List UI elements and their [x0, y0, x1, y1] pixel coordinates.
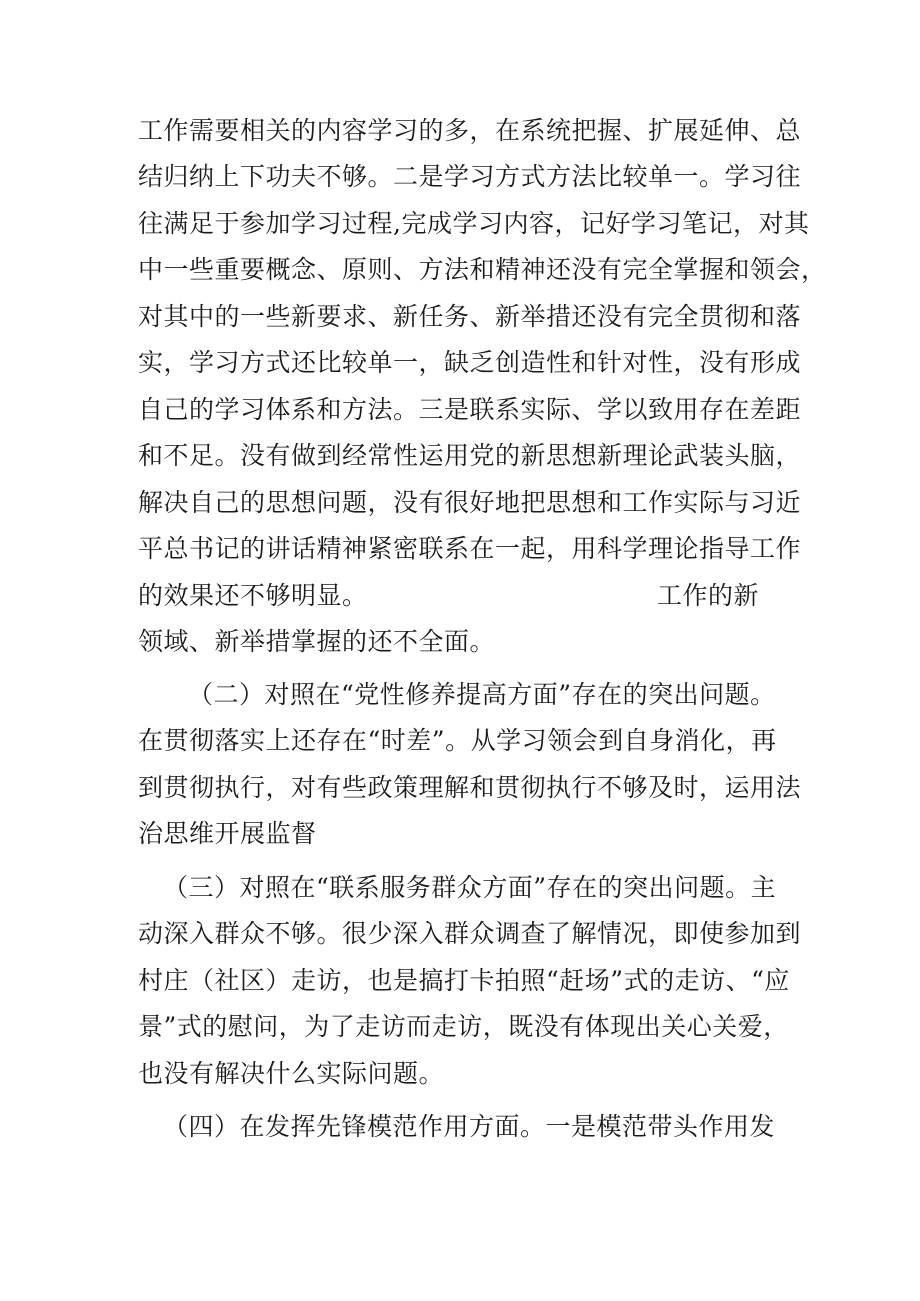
text-line: 治思维开展监督: [138, 819, 317, 848]
text-line: 实，学习方式还比较单一，缺乏创造性和针对性，没有形成: [138, 348, 802, 377]
text-line: 工作的新: [657, 581, 760, 610]
text-line: 结归纳上下功夫不够。二是学习方式方法比较单一。学习往: [138, 162, 802, 191]
text-line: 的效果还不够明显。: [138, 581, 368, 610]
text-line: 解决自己的思想问题，没有很好地把思想和工作实际与习近: [138, 488, 802, 517]
section-heading: （四）在发挥先锋模范作用方面。一是模范带头作用发: [163, 1112, 776, 1141]
text-line: 在贯彻落实上还存在“时差”。从学习领会到自身消化，再: [138, 726, 777, 755]
text-line: 往满足于参加学习过程,完成学习内容，记好学习笔记，对其: [138, 209, 810, 238]
text-line: 也没有解决什么实际问题。: [138, 1059, 445, 1088]
text-line: 和不足。没有做到经常性运用党的新思想新理论武装头脑，: [138, 441, 802, 470]
text-line: 对其中的一些新要求、新任务、新举措还没有完全贯彻和落: [138, 302, 802, 331]
section-heading: （二）对照在“党性修养提高方面”存在的突出问题。: [188, 680, 776, 709]
text-line: 到贯彻执行，对有些政策理解和贯彻执行不够及时，运用法: [138, 773, 802, 802]
text-line: 领域、新举措掌握的还不全面。: [138, 627, 496, 656]
text-line: 景”式的慰问，为了走访而走访，既没有体现出关心关爱，: [138, 1012, 789, 1041]
text-line: 动深入群众不够。很少深入群众调查了解情况，即使参加到: [138, 919, 802, 948]
text-line: 自己的学习体系和方法。三是联系实际、学以致用存在差距: [138, 395, 802, 424]
text-line: 平总书记的讲话精神紧密联系在一起，用科学理论指导工作: [138, 534, 802, 563]
text-line: 中一些重要概念、原则、方法和精神还没有完全掌握和领会，: [138, 255, 827, 284]
text-line: 工作需要相关的内容学习的多，在系统把握、扩展延伸、总: [138, 116, 802, 145]
section-heading: （三）对照在“联系服务群众方面”存在的突出问题。主: [163, 873, 777, 902]
text-line: 村庄（社区）走访，也是搞打卡拍照“赶场”式的走访、“应: [138, 966, 790, 995]
